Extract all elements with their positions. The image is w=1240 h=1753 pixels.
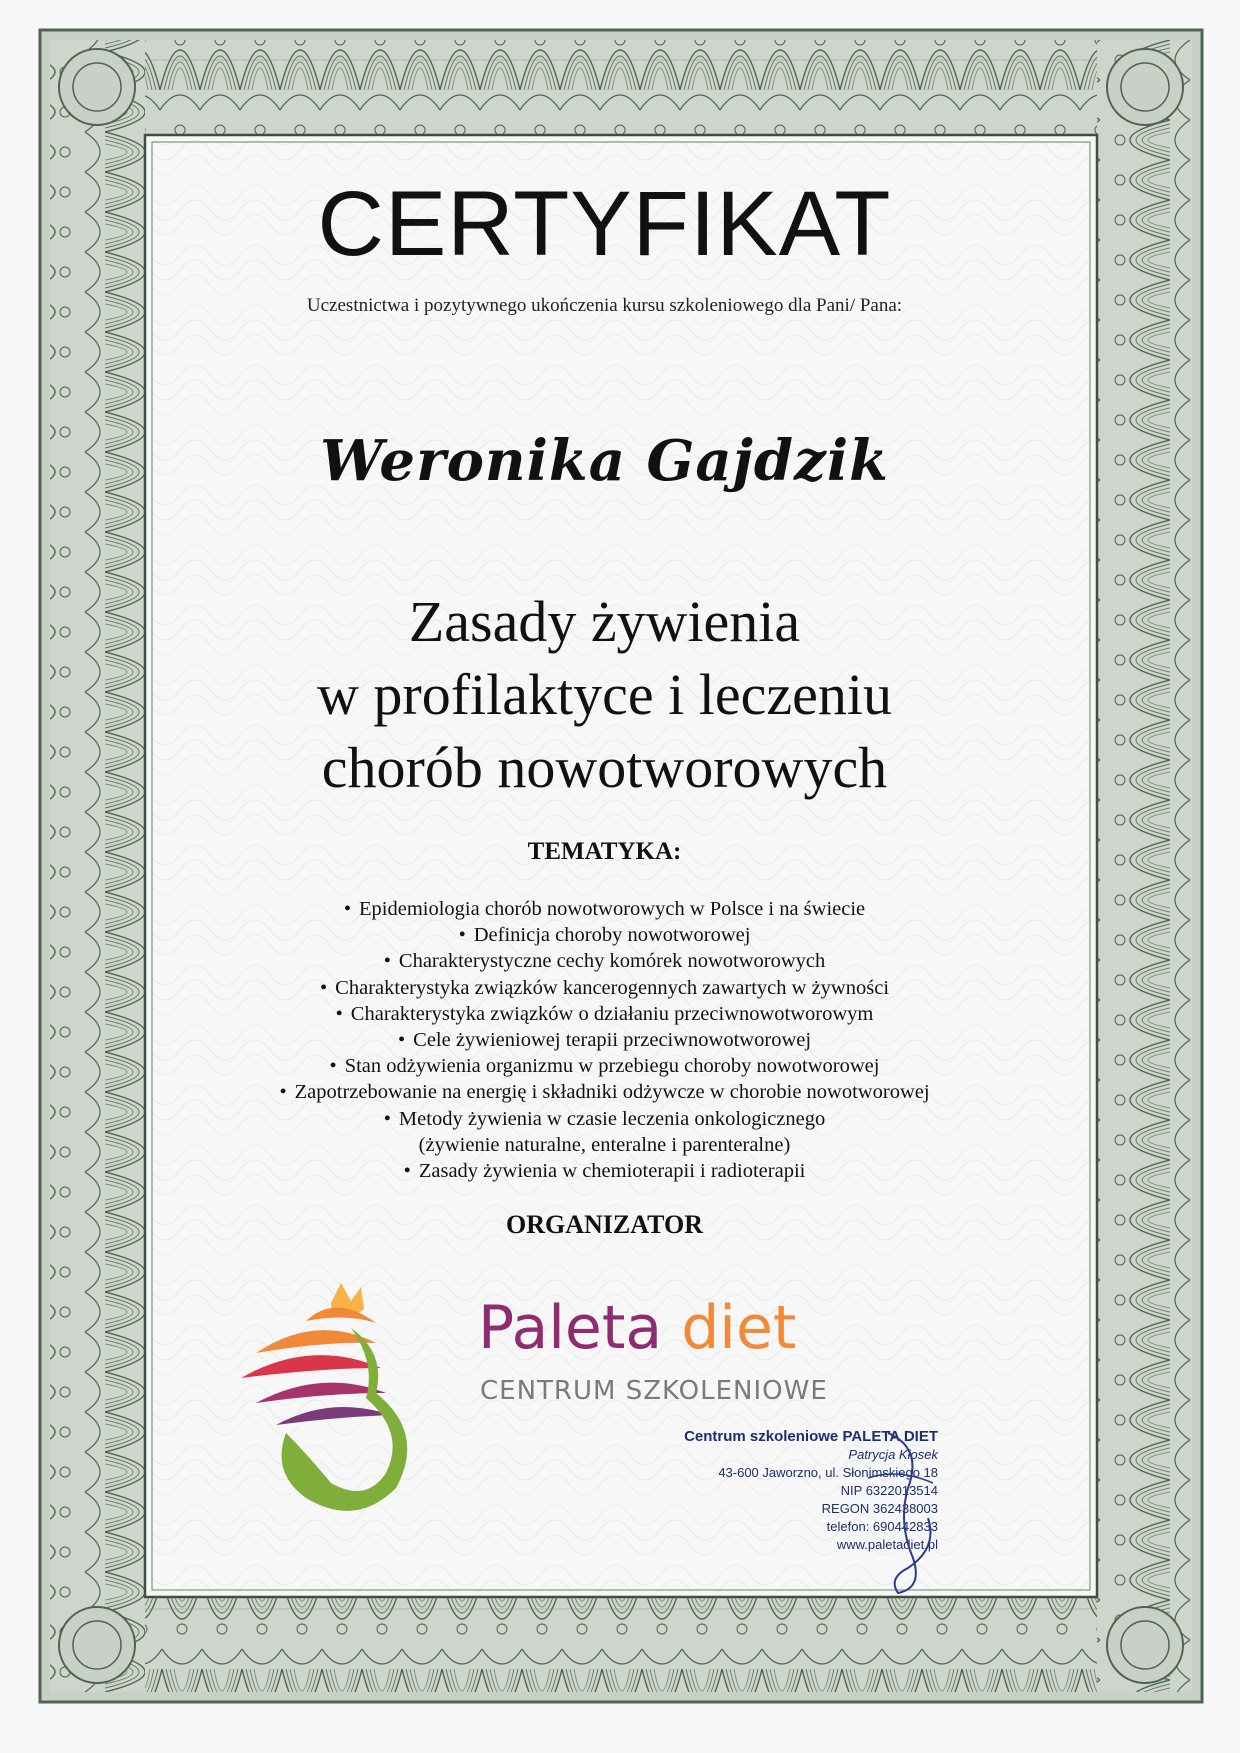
- topic-item: [148, 1106, 1061, 1132]
- topic-text: Charakterystyczne cechy komórek nowotworowych: [398, 950, 826, 973]
- bullet-icon: •: [343, 898, 352, 920]
- topic-item-continuation: [148, 1132, 1061, 1158]
- topic-item: [148, 922, 1061, 948]
- topic-item: [148, 1001, 1061, 1027]
- bullet-icon: •: [383, 1107, 391, 1130]
- topic-text: Metody żywienia w czasie leczenia onkologicznego: [398, 1107, 826, 1130]
- organizer-heading: ORGANIZATOR: [506, 1210, 703, 1239]
- stamp-line: Patrycja Kłosek: [848, 1447, 938, 1462]
- certificate-subtitle: Uczestnictwa i pozytywnego ukończenia kursu szkoleniowego dla Pani/ Pana:: [306, 295, 903, 316]
- bullet-icon: •: [319, 976, 328, 999]
- topics-list: [148, 896, 1061, 1184]
- brand-name: [478, 1293, 797, 1363]
- topics-heading: TEMATYKA:: [527, 838, 682, 865]
- topic-item: [148, 1158, 1061, 1184]
- course-title-line: w profilaktyce i leczeniu: [317, 662, 892, 727]
- stamp-line: REGON 362438003: [821, 1501, 938, 1516]
- topic-text: Cele żywieniowej terapii przeciwnowotworowej: [413, 1029, 812, 1052]
- topic-text: Charakterystyka związków kancerogennych zawartych w żywności: [335, 976, 890, 999]
- course-title-line: chorób nowotworowych: [321, 735, 888, 800]
- bullet-icon: •: [403, 1160, 411, 1183]
- recipient-name: Weronika Gajdzik: [320, 428, 889, 494]
- brand-name-part2: diet: [681, 1293, 797, 1363]
- bullet-icon: •: [397, 1029, 406, 1052]
- course-title: [148, 585, 1061, 804]
- bullet-icon: •: [458, 924, 466, 947]
- certificate-title: CERTYFIKAT: [317, 173, 892, 275]
- course-title-line: Zasady żywienia: [408, 589, 801, 654]
- brand-tagline: CENTRUM SZKOLENIOWE: [480, 1376, 828, 1406]
- fruit-leaf-logo-icon: [236, 1283, 456, 1523]
- stamp-line: telefon: 690442833: [826, 1519, 938, 1534]
- topic-item: [148, 1053, 1061, 1079]
- certificate-content: [148, 138, 1061, 1599]
- topic-text: Definicja choroby nowotworowej: [473, 924, 751, 947]
- topic-item: [148, 1079, 1061, 1105]
- topic-item: [148, 948, 1061, 974]
- handwritten-signature: [828, 1428, 978, 1598]
- topic-text: Charakterystyka związków o działaniu przeciwnowotworowym: [350, 1002, 874, 1025]
- topic-text: Epidemiologia chorób nowotworowych w Polsce i na świecie: [359, 898, 866, 920]
- bullet-icon: •: [335, 1002, 343, 1025]
- topic-item: [148, 1027, 1061, 1053]
- stamp-line: 43-600 Jaworzno, ul. Słonimskiego 18: [718, 1465, 938, 1480]
- stamp-line: Centrum szkoleniowe PALETA DIET: [684, 1428, 938, 1445]
- stamp-line: NIP 6322013514: [840, 1483, 938, 1498]
- topic-item: [148, 896, 1061, 922]
- topic-text: Zasady żywienia w chemioterapii i radioterapii: [418, 1160, 806, 1183]
- bullet-icon: •: [329, 1055, 337, 1078]
- bullet-icon: •: [383, 950, 391, 973]
- topic-text: Zapotrzebowanie na energię i składniki odżywcze w chorobie nowotworowej: [294, 1081, 930, 1104]
- stamp-line: www.paletadiet.pl: [836, 1537, 938, 1552]
- brand-name-part1: Paleta: [478, 1293, 663, 1363]
- topic-item: [148, 975, 1061, 1001]
- topic-text: Stan odżywienia organizmu w przebiegu choroby nowotworowej: [344, 1055, 880, 1078]
- topic-text: (żywienie naturalne, enteralne i parenteralne): [418, 1133, 791, 1156]
- bullet-icon: •: [279, 1081, 287, 1104]
